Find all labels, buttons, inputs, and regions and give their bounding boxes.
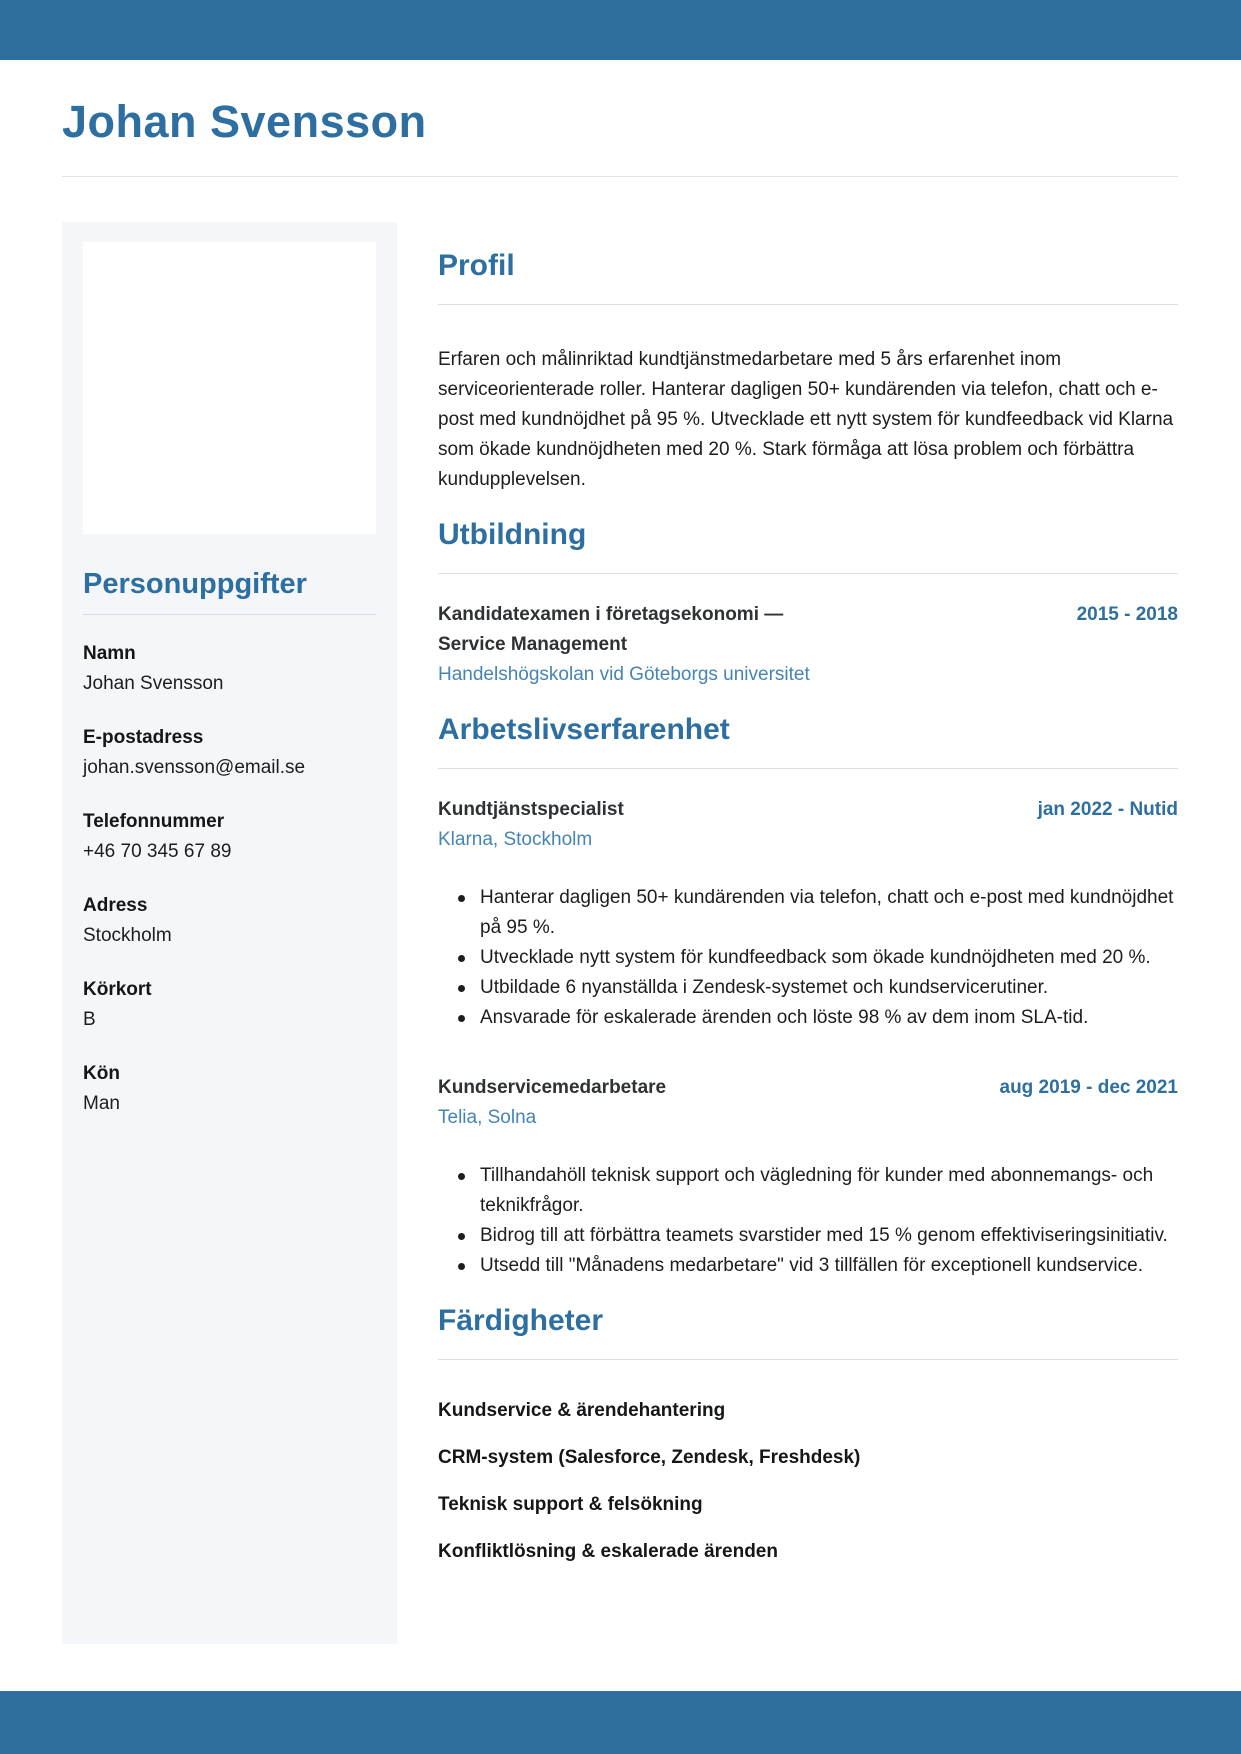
- field-value: johan.svensson@email.se: [83, 757, 306, 778]
- education-entry: [438, 600, 1178, 690]
- section-divider: [438, 573, 1178, 574]
- content-area: [0, 222, 1241, 1644]
- sidebar: [62, 222, 397, 1644]
- job-bullet-list: [438, 883, 1178, 1033]
- job-bullet: Utbildade 6 nyanställda i Zendesk-systemet och kundservicerutiner.: [438, 973, 1178, 1003]
- education-dates: 2015 - 2018: [1076, 604, 1178, 625]
- institution-name: Handelshögskolan vid Göteborgs universitet: [438, 664, 810, 685]
- section-heading-skills: Färdigheter: [438, 1304, 604, 1337]
- bottom-accent-bar: [0, 1691, 1241, 1754]
- field-label: Kön: [83, 1063, 120, 1084]
- field-value: +46 70 345 67 89: [83, 841, 232, 862]
- job-bullet: Hanterar dagligen 50+ kundärenden via telefon, chatt och e-post med kundnöjdhet på 95 %.: [438, 883, 1178, 943]
- field-label: Adress: [83, 895, 148, 916]
- job-dates: aug 2019 - dec 2021: [999, 1077, 1178, 1098]
- degree-title: Kandidatexamen i företagsekonomi — Service Management: [438, 604, 784, 655]
- section-experience: [438, 712, 1178, 1281]
- job-bullet: Ansvarade för eskalerade ärenden och löste 98 % av dem inom SLA-tid.: [438, 1003, 1178, 1033]
- job-bullet: Bidrog till att förbättra teamets svarstider med 15 % genom effektiviseringsinitiativ.: [438, 1221, 1178, 1251]
- page-title: Johan Svensson: [62, 96, 427, 147]
- field-label: Körkort: [83, 979, 152, 1000]
- entry-head: [438, 795, 1178, 825]
- job-bullet: Utvecklade nytt system för kundfeedback som ökade kundnöjdheten med 20 %.: [438, 943, 1178, 973]
- job-bullet: Tillhandahöll teknisk support och vägledning för kunder med abonnemangs- och teknikfrågor.: [438, 1161, 1178, 1221]
- skills-list: [438, 1396, 1178, 1567]
- profile-text: Erfaren och målinriktad kundtjänstmedarbetare med 5 års erfarenhet inom serviceorienterade roller. Hanterar dagligen 50+ kundärenden via telefon, chatt och e-post med kundnöjdhet på 95 %. Utvecklade ett nytt system för kundfeedback vid Klarna som ökade kundnöjdheten med 20 %. Stark förmåga att lösa problem och förbättra kundupplevelsen.: [438, 349, 1174, 490]
- job-dates: jan 2022 - Nutid: [1037, 799, 1178, 820]
- field-label: E-postadress: [83, 727, 204, 748]
- section-divider: [438, 1359, 1178, 1360]
- skill-item: Teknisk support & felsökning: [438, 1494, 703, 1515]
- company-location: Telia, Solna: [438, 1107, 537, 1128]
- section-heading-education: Utbildning: [438, 518, 587, 551]
- field-name: [83, 639, 376, 699]
- field-value: Johan Svensson: [83, 673, 224, 694]
- field-phone: [83, 807, 376, 867]
- field-value: Man: [83, 1093, 120, 1114]
- field-email: [83, 723, 376, 783]
- experience-entry: [438, 1073, 1178, 1281]
- entry-head: [438, 600, 1178, 660]
- sidebar-heading: Personuppgifter: [83, 568, 307, 600]
- field-address: [83, 891, 376, 951]
- job-bullet: Utsedd till "Månadens medarbetare" vid 3 tillfällen för exceptionell kundservice.: [438, 1251, 1178, 1281]
- skill-item: Konfliktlösning & eskalerade ärenden: [438, 1541, 778, 1562]
- section-divider: [438, 304, 1178, 305]
- company-location: Klarna, Stockholm: [438, 829, 593, 850]
- job-title: Kundtjänstspecialist: [438, 799, 624, 820]
- skill-item: CRM-system (Salesforce, Zendesk, Freshdesk): [438, 1447, 861, 1468]
- section-education: [438, 517, 1178, 690]
- section-heading-profile: Profil: [438, 249, 515, 282]
- photo-placeholder: [83, 242, 376, 534]
- section-skills: [438, 1303, 1178, 1567]
- field-value: Stockholm: [83, 925, 172, 946]
- sidebar-divider: [83, 614, 376, 615]
- field-label: Telefonnummer: [83, 811, 225, 832]
- main-content: [438, 222, 1178, 1567]
- experience-entry: [438, 795, 1178, 1033]
- header-divider: [62, 176, 1178, 177]
- entry-head: [438, 1073, 1178, 1103]
- field-gender: [83, 1059, 376, 1119]
- header: [0, 60, 1241, 177]
- field-label: Namn: [83, 643, 136, 664]
- skill-item: Kundservice & ärendehantering: [438, 1400, 726, 1421]
- field-value: B: [83, 1009, 96, 1030]
- job-title: Kundservicemedarbetare: [438, 1077, 667, 1098]
- job-bullet-list: [438, 1161, 1178, 1281]
- section-profile: [438, 248, 1178, 495]
- section-divider: [438, 768, 1178, 769]
- field-drivers-license: [83, 975, 376, 1035]
- top-accent-bar: [0, 0, 1241, 60]
- section-heading-experience: Arbetslivserfarenhet: [438, 713, 730, 746]
